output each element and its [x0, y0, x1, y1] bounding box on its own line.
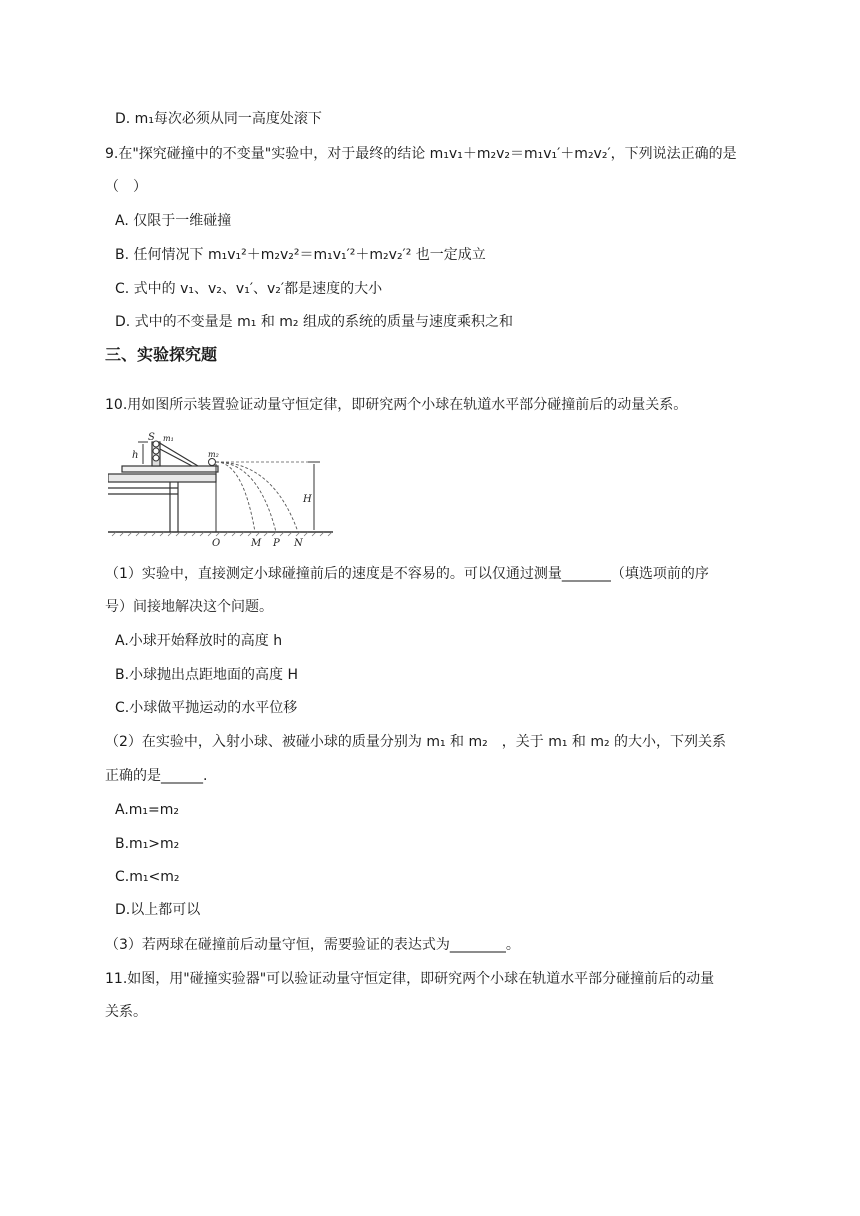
ball-m1: [153, 441, 159, 461]
label-S: S: [148, 432, 155, 443]
q10-sub2-option-b: B.m₁>m₂: [115, 836, 180, 852]
q11-stem-line2: 关系。: [105, 1004, 147, 1020]
q9-option-d: D. 式中的不变量是 m₁ 和 m₂ 组成的系统的质量与速度乘积之和: [115, 314, 513, 330]
label-m2: m₂: [208, 450, 219, 459]
q9-option-b: B. 任何情况下 m₁v₁²＋m₂v₂²＝m₁v₁′²＋m₂v₂′² 也一定成立: [115, 247, 486, 263]
q10-sub2-option-d: D.以上都可以: [115, 902, 201, 918]
ball-m2: [209, 459, 216, 466]
q9-option-c: C. 式中的 v₁、v₂、v₁′、v₂′都是速度的大小: [115, 281, 383, 297]
q10-sub1-option-a: A.小球开始释放时的高度 h: [115, 633, 283, 649]
q10-sub2-line1: （2）在实验中，入射小球、被碰小球的质量分别为 m₁ 和 m₂ ，关于 m₁ 和 m₂ 的大小，下列关系: [105, 734, 727, 750]
q10-sub1-line1: （1）实验中，直接测定小球碰撞前后的速度是不容易的。可以仅通过测量_______（填选项前的序: [105, 566, 709, 582]
height-h-marker: [138, 442, 148, 466]
q10-sub3: （3）若两球在碰撞前后动量守恒，需要验证的表达式为________。: [105, 937, 520, 953]
q10-stem: 10.用如图所示装置验证动量守恒定律，即研究两个小球在轨道水平部分碰撞前后的动量关系。: [105, 397, 688, 413]
ground: [108, 532, 333, 536]
q10-sub1-option-c: C.小球做平抛运动的水平位移: [115, 700, 298, 716]
table: [108, 474, 216, 532]
label-m1: m₁: [163, 434, 174, 443]
label-H: H: [303, 494, 312, 505]
label-O: O: [212, 538, 221, 549]
q11-stem-line1: 11.如图，用"碰撞实验器"可以验证动量守恒定律，即研究两个小球在轨道水平部分碰撞前后的动量: [105, 971, 715, 987]
q10-sub1-option-b: B.小球抛出点距地面的高度 H: [115, 667, 299, 683]
label-P: P: [273, 538, 280, 549]
label-M: M: [251, 538, 262, 549]
label-h: h: [132, 450, 139, 461]
q9-stem-line2: （ ）: [105, 179, 147, 195]
q10-sub1-line2: 号）间接地解决这个问题。: [105, 599, 273, 615]
label-N: N: [294, 538, 303, 549]
q8-option-d: D. m₁每次必须从同一高度处滚下: [115, 111, 322, 127]
trajectories: [216, 462, 298, 532]
q9-stem-line1: 9.在"探究碰撞中的不变量"实验中，对于最终的结论 m₁v₁＋m₂v₂＝m₁v₁′＋m₂v₂′，下列说法正确的是: [105, 146, 737, 162]
q10-sub2-option-a: A.m₁=m₂: [115, 802, 180, 818]
q10-sub2-option-c: C.m₁<m₂: [115, 869, 180, 885]
collision-apparatus-figure: [108, 432, 338, 550]
q10-sub2-line2: 正确的是______.: [105, 768, 208, 784]
q9-option-a: A. 仅限于一维碰撞: [115, 213, 232, 229]
section-heading: 三、实验探究题: [105, 345, 218, 364]
